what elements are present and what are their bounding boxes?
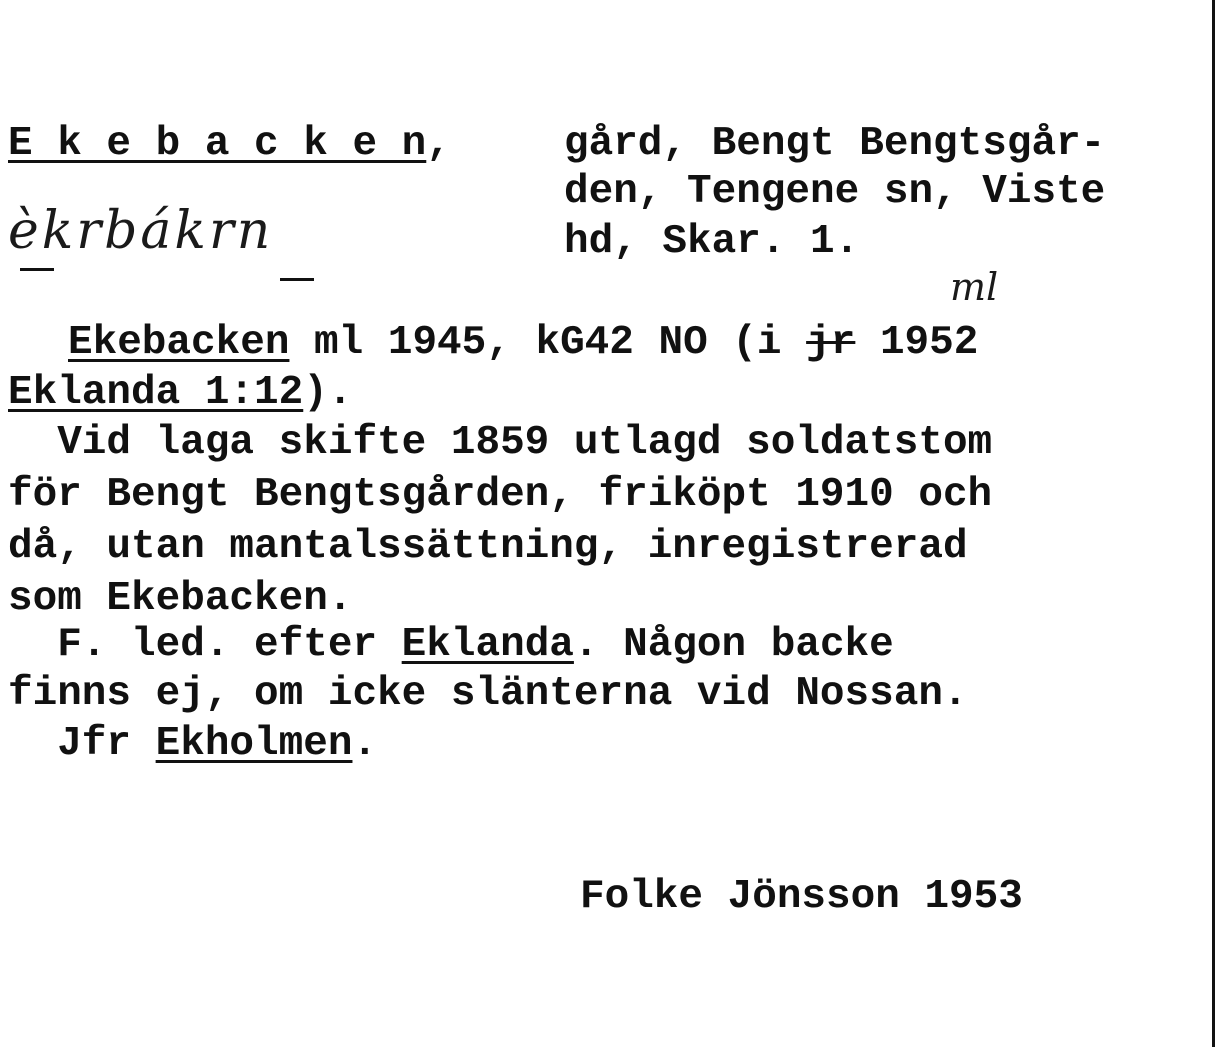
struck-text: jr bbox=[806, 320, 856, 366]
stress-mark-1 bbox=[20, 268, 54, 271]
handwritten-pronunciation: èkrbákrn bbox=[8, 201, 274, 261]
headword-line bbox=[8, 121, 451, 167]
eklanda-link: Eklanda 1:12 bbox=[8, 370, 304, 416]
para1-line-2 bbox=[8, 370, 353, 416]
para2-line-1: Vid laga skifte 1859 utlagd soldatstom bbox=[8, 420, 993, 466]
para1-year: 1952 bbox=[855, 320, 979, 366]
para3-post: . Någon backe bbox=[573, 622, 894, 668]
ekholmen-ref: Ekholmen bbox=[155, 721, 353, 767]
para3-line-1 bbox=[8, 622, 894, 668]
para2-line-3: då, utan mantalssättning, inregistrerad bbox=[8, 524, 968, 570]
para4-post: . bbox=[352, 721, 378, 767]
headword-comma: , bbox=[426, 121, 451, 167]
para1-line-1 bbox=[68, 320, 979, 366]
para2-line-4: som Ekebacken. bbox=[8, 576, 353, 622]
headword: E k e b a c k e n bbox=[8, 121, 427, 167]
card-border bbox=[1212, 0, 1215, 1047]
para1-end: ). bbox=[303, 370, 353, 416]
definition-line-2: den, Tengene sn, Viste bbox=[564, 169, 1106, 215]
place-name: Ekebacken bbox=[68, 320, 290, 366]
para2-line-2: för Bengt Bengtsgården, friköpt 1910 och bbox=[8, 472, 993, 518]
definition-line-1: gård, Bengt Bengtsgår- bbox=[564, 121, 1106, 167]
definition-line-3: hd, Skar. 1. bbox=[564, 219, 860, 265]
signature: Folke Jönsson 1953 bbox=[580, 874, 1023, 920]
para3-pre: F. led. efter bbox=[8, 622, 402, 668]
stress-mark-2 bbox=[280, 278, 314, 281]
para4-line bbox=[8, 721, 378, 767]
para3-line-2: finns ej, om icke slänterna vid Nossan. bbox=[8, 671, 968, 717]
eklanda-ref: Eklanda bbox=[401, 622, 574, 668]
para4-pre: Jfr bbox=[8, 721, 156, 767]
para1-text: ml 1945, kG42 NO (i bbox=[289, 320, 807, 366]
handwritten-insert: ml bbox=[950, 265, 999, 309]
